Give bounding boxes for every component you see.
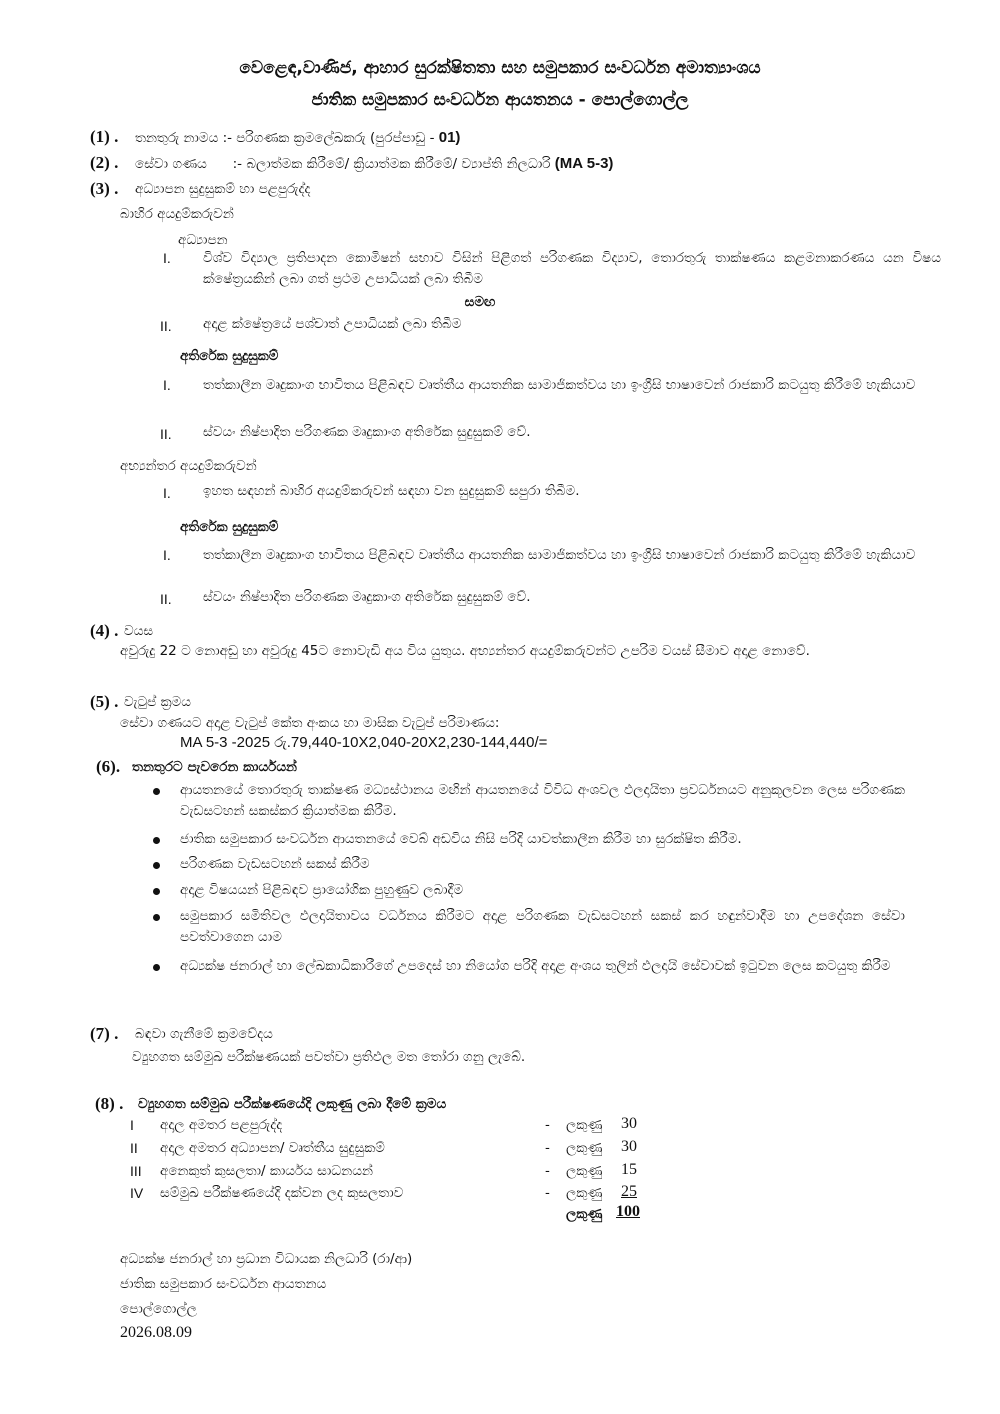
duty-item: පරිගණක වැඩසටහන් සකස් කිරීම: [180, 856, 370, 872]
ext-extra-1-number: I.: [163, 377, 171, 393]
and-label: සමඟ: [464, 294, 496, 310]
marks-total-unit: ලකුණු: [566, 1206, 603, 1222]
internal-item-1-text: ඉහත සඳහන් බාහිර අයදුම්කරුවන් සඳහා වන සුදුසුකම් සපුරා තිබීම.: [203, 483, 580, 499]
section-7-number: (7) .: [90, 1024, 119, 1043]
duty-item: අදාළ විෂයයන් පිළිබඳව ප්‍රායෝගික පුහුණුව ලබාදීම: [180, 882, 464, 898]
salary-scale: MA 5-3 -2025 රු.79,440-10X2,040-20X2,230-144,440/=: [180, 734, 548, 751]
marks-row-label: සම්මුඛ පරීක්ෂණයේදි දක්වන ලද කුසලතාව: [160, 1185, 404, 1201]
signatory-institute: ජාතික සමුපකාර සංවර්ධන ආයතනය: [120, 1276, 327, 1292]
vacancy-count: 01): [438, 129, 461, 146]
ext-extra-2-text: ස්වයං නිෂ්පාදිත පරිගණක මෘදුකාංග අතිරේක සුදුසුකම් වේ.: [203, 424, 531, 440]
signatory-title: අධ්‍යක්ෂ ජනරාල් හා ප්‍රධාන විධායක නිලධාරි (රා/ආ): [120, 1251, 413, 1267]
marks-row-label: අනෙකුත් කුසලතා/ කාර්යය සාධනයන්: [160, 1163, 373, 1179]
post-name-text: තනතුරු නාමය :- පරිගණක ක්‍රමලේඛකරු (පුරප්පාඩු -: [135, 130, 439, 146]
marks-row-label: අදාල අමතර පළපුරුද්ද: [160, 1117, 283, 1133]
ext-extra-2-number: II.: [160, 426, 172, 442]
edu-item-2-number: II.: [160, 318, 172, 334]
duty-item: ආයතනයේ තොරතුරු තාක්ෂණ මධ්‍යස්ථානය මඟින් ආයතනයේ විවිධ අංශවල ඵලදායිතා ප්‍රවර්ධනයට අනුකූලවන ලෙස පරිගණක වැඩසටහන් සකස්කර ක්‍රියාත්මක කිරීම.: [180, 782, 905, 819]
marks-row-value: 30: [621, 1138, 637, 1155]
duty-bullet: [153, 964, 160, 971]
salary-subtext: සේවා ගණයට අදාළ වැටුප් කේත අංකය හා මාසික වැටුප් පරිමාණය:: [120, 715, 500, 731]
service-category: [135, 155, 613, 172]
edu-item-2-text: අදාළ ක්ෂේත්‍රයේ පශ්චාත් උපාධියක් ලබා තිබීම: [203, 316, 462, 332]
document-date: 2026.08.09: [120, 1324, 192, 1341]
age-heading: වයස: [124, 623, 154, 639]
duties-heading: තනතුරට පැවරෙන කාර්යයන්: [132, 759, 298, 775]
duty-bullet: [153, 862, 160, 869]
service-category-label: සේවා ගණය: [135, 156, 207, 172]
duty-bullet: [153, 837, 160, 844]
ext-extra-1-text: තත්කාලීන මෘදුකාංග භාවිතය පිළිබඳව වෘත්තීය ආයතනික සාමාජිකත්වය හා ඉංග්‍රීසි භාෂාවෙන් රාජකාරි කටයුතු කිරීමේ හැකියාව: [203, 377, 916, 393]
edu-item-1-number: I.: [163, 250, 171, 266]
institute-title: ජාතික සමුපකාර සංවර්ධන ආයතනය - පොල්ගොල්ල: [311, 90, 689, 110]
section-4-number: (4) .: [90, 621, 119, 640]
marks-row-dash: -: [545, 1163, 550, 1179]
marks-row-number: IV: [130, 1185, 144, 1201]
recruitment-heading: බඳවා ගැනීමේ ක්‍රමවේදය: [135, 1026, 273, 1042]
marks-row-unit: ලකුණු: [566, 1140, 603, 1156]
edu-item-1-text: විශ්ව විද්‍යාල ප්‍රතිපාදන කොමිෂන් සභාව විසින් පිළිගත් පරිගණක විද්‍යාව, තොරතුරු තාක්ෂණය කළමනාකරණය යන විෂය ක්ෂේත්‍රයකින් ලබා ගත් ප්‍රථම උපාධියක් ලබා තිබීම: [203, 250, 941, 287]
int-extra-1-number: I.: [163, 547, 171, 563]
age-text: අවුරුදු 22 ට නොඅඩු හා අවුරුදු 45ට නොවැඩි අය විය යුතුය. අභ්‍යන්තර අයදුම්කරුවන්ට උපරිම වයස් සීමාව අදාළ නොවේ.: [120, 643, 810, 659]
external-extra-heading: අතිරේක සුදුසුකම්: [180, 348, 279, 364]
marks-row-unit: ලකුණු: [566, 1163, 603, 1179]
ministry-title: වෙළෙඳ,වාණිජ, ආහාර සුරක්ෂිතතා සහ සමුපකාර සංවර්ධන අමාත්‍යාංශය: [239, 58, 761, 78]
duty-item: සමුපකාර සමිතිවල ඵලදායිතාවය වර්ධනය කිරීමට අදාළ පරිගණක වැඩසටහන් සකස් කර හඳුන්වාදීම හා උපදේශන සේවා පවත්වාගෙන යාම: [180, 908, 905, 945]
qualifications-heading: අධ්‍යාපන සුදුසුකම් හා පළපුරුද්ද: [135, 181, 311, 197]
marks-total-value: 100: [616, 1203, 640, 1220]
external-applicants-heading: බාහිර අයදුම්කරුවන්: [120, 206, 234, 222]
salary-heading: වැටුප් ක්‍රමය: [124, 694, 191, 710]
education-heading: අධ්‍යාපන: [178, 232, 228, 248]
marking-heading: ව්‍යුහගත සම්මුඛ පරීක්ෂණයේදි ලකුණු ලබා දීමේ ක්‍රමය: [138, 1096, 447, 1112]
section-1-number: (1) .: [90, 127, 119, 146]
signatory-location: පොල්ගොල්ල: [120, 1301, 197, 1317]
marks-row-number: I: [130, 1117, 134, 1133]
marks-row-value: 25: [621, 1183, 637, 1200]
section-3-number: (3) .: [90, 179, 119, 198]
section-2-number: (2) .: [90, 153, 119, 172]
marks-row-label: අදාල අමතර අධ්‍යාපන/ වෘත්තීය සුදුසුකම්: [160, 1140, 385, 1156]
marks-row-unit: ලකුණු: [566, 1185, 603, 1201]
section-5-number: (5) .: [90, 692, 119, 711]
marks-row-unit: ලකුණු: [566, 1117, 603, 1133]
internal-applicants-heading: අභ්‍යන්තර අයදුම්කරුවන්: [120, 458, 257, 474]
service-code: (MA 5-3): [554, 155, 614, 172]
duty-item: අධ්‍යක්ෂ ජනරාල් හා ලේඛකාධිකාරීගේ උපදෙස් හා නියෝග පරිදි අදාළ අංශය තුලින් ඵලදායි සේවාවක් ඉටුවන ලෙස කටයුතු කිරීම: [180, 958, 891, 974]
service-category-text: :- බලාත්මක කිරීමේ/ ක්‍රියාත්මක කිරීමේ/ ව්‍යාප්ති නිලධාරි: [232, 156, 555, 172]
marks-row-value: 30: [621, 1115, 637, 1132]
internal-item-1-number: I.: [163, 485, 171, 501]
post-name: [135, 129, 460, 146]
marks-row-number: II: [130, 1140, 138, 1156]
recruitment-text: ව්‍යුහගත සම්මුඛ පරීක්ෂණයක් පවත්වා ප්‍රතිඵල මත තෝරා ගනු ලැබේ.: [132, 1049, 526, 1065]
section-6-number: (6).: [96, 757, 121, 776]
duty-bullet: [153, 888, 160, 895]
duty-bullet: [153, 914, 160, 921]
section-8-number: (8) .: [95, 1094, 124, 1113]
marks-row-dash: -: [545, 1185, 550, 1201]
marks-row-dash: -: [545, 1117, 550, 1133]
int-extra-2-text: ස්වයං නිෂ්පාදිත පරිගණක මෘදුකාංග අතිරේක සුදුසුකම් වේ.: [203, 589, 531, 605]
duty-bullet: [153, 788, 160, 795]
marks-row-dash: -: [545, 1140, 550, 1156]
internal-extra-heading: අතිරේක සුදුසුකම්: [180, 519, 279, 535]
int-extra-2-number: II.: [160, 591, 172, 607]
marks-row-number: III: [130, 1163, 142, 1179]
marks-row-value: 15: [621, 1161, 637, 1178]
int-extra-1-text: තත්කාලීන මෘදුකාංග භාවිතය පිළිබඳව වෘත්තීය ආයතනික සාමාජිකත්වය හා ඉංග්‍රීසි භාෂාවෙන් රාජකාරි කටයුතු කිරීමේ හැකියාව: [203, 547, 916, 563]
duty-item: ජාතික සමුපකාර සංවර්ධන ආයතනයේ වෙබ් අඩවිය නිසි පරිදි යාවත්කාලීන කිරීම හා සුරක්ෂිත කිරීම.: [180, 831, 742, 847]
